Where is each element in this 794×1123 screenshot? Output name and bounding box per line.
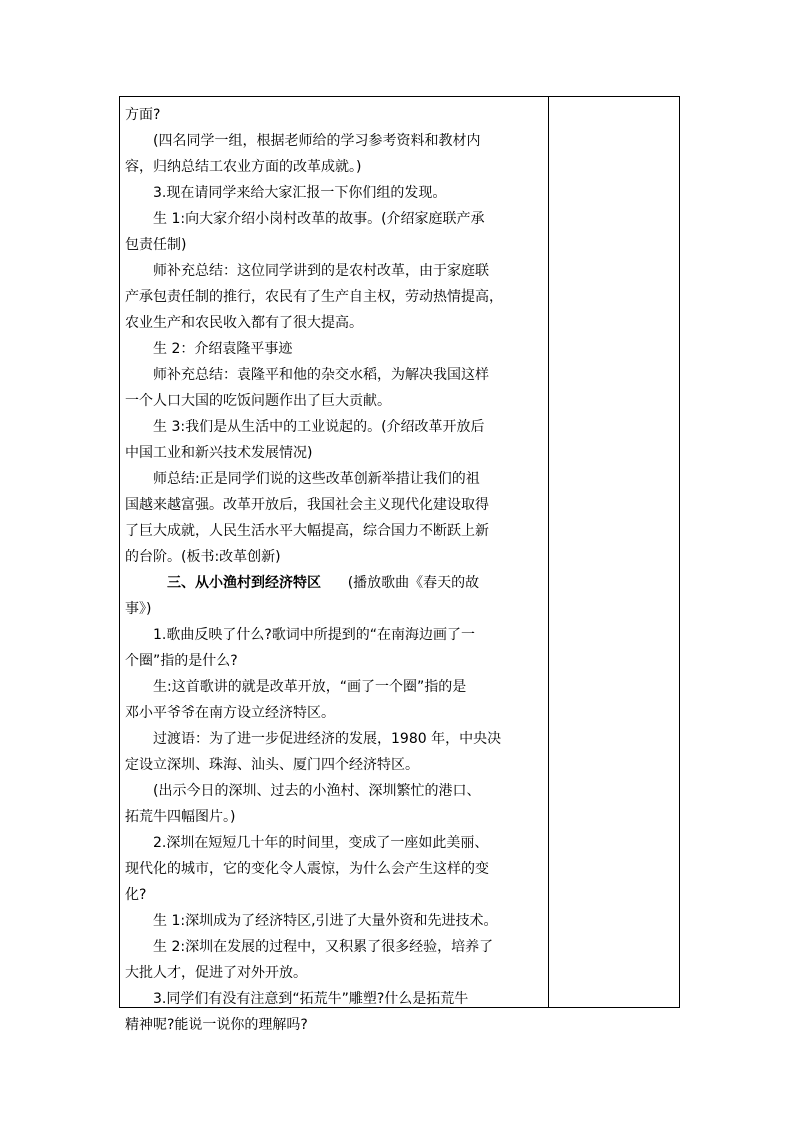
line-text: 精神呢?能说一说你的理解吗? [125, 1017, 308, 1033]
line-text: 国越来越富强。改革开放后，我国社会主义现代化建设取得 [125, 497, 489, 513]
line-text: 中国工业和新兴技术发展情况) [125, 445, 313, 461]
line-text: 2.深圳在短短几十年的时间里，变成了一座如此美丽、 [153, 835, 489, 851]
line-text: 现代化的城市，它的变化令人震惊，为什么会产生这样的变 [125, 861, 489, 877]
text-line [125, 986, 544, 1012]
line-text: 生 2：介绍袁隆平事迹 [153, 341, 293, 357]
text-line [125, 180, 544, 206]
line-text: 生 1:向大家介绍小岗村改革的故事。(介绍家庭联产承 [153, 211, 485, 227]
line-text: 了巨大成就，人民生活水平大幅提高，综合国力不断跃上新 [125, 523, 489, 539]
line-text: 化? [125, 887, 147, 903]
text-line [125, 648, 544, 674]
text-line [125, 232, 544, 258]
line-text: 生:这首歌讲的就是改革开放，“画了一个圈”指的是 [153, 679, 467, 695]
text-line [125, 466, 544, 492]
text-line [125, 492, 544, 518]
text-line [125, 934, 544, 960]
text-line [125, 154, 544, 180]
text-line [125, 882, 544, 908]
text-line [125, 726, 544, 752]
text-line [125, 804, 544, 830]
line-text: 个圈”指的是什么? [125, 653, 238, 669]
text-line [125, 336, 544, 362]
notes-cell [549, 97, 679, 1007]
line-text: 生 2:深圳在发展的过程中，又积累了很多经验，培养了 [153, 939, 494, 955]
line-text: 邓小平爷爷在南方设立经济特区。 [125, 705, 335, 721]
text-line [125, 596, 544, 622]
line-text: 3.同学们有没有注意到“拓荒牛”雕塑?什么是拓荒牛 [153, 991, 469, 1007]
text-line [125, 960, 544, 986]
text-line [125, 362, 544, 388]
line-text: 定设立深圳、珠海、汕头、厦门四个经济特区。 [125, 757, 419, 773]
line-text: 事》) [125, 601, 152, 617]
line-text: 方面? [125, 107, 161, 123]
text-line [125, 700, 544, 726]
text-line [125, 310, 544, 336]
text-line [125, 1012, 544, 1038]
text-line [125, 830, 544, 856]
line-text: 包责任制) [125, 237, 187, 253]
text-line [125, 544, 544, 570]
text-line [125, 570, 544, 596]
text-line [125, 778, 544, 804]
text-line [125, 752, 544, 778]
text-line [125, 206, 544, 232]
text-line [125, 622, 544, 648]
text-line [125, 102, 544, 128]
lesson-table [119, 96, 680, 1033]
text-line [125, 284, 544, 310]
lesson-content-cell [120, 97, 548, 1033]
line-text: 产承包责任制的推行，农民有了生产自主权，劳动热情提高， [125, 289, 503, 305]
line-text: 过渡语：为了进一步促进经济的发展，1980 年，中央决 [153, 731, 502, 747]
line-text: (四名同学一组，根据老师给的学习参考资料和教材内 [153, 133, 481, 149]
line-text: 农业生产和农民收入都有了很大提高。 [125, 315, 363, 331]
line-text: 师补充总结：这位同学讲到的是农村改革，由于家庭联 [153, 263, 489, 279]
line-text: 3.现在请同学来给大家汇报一下你们组的发现。 [153, 185, 447, 201]
line-text: 容，归纳总结工农业方面的改革成就。) [125, 159, 362, 175]
text-line [125, 440, 544, 466]
text-line [125, 908, 544, 934]
line-text: 的台阶。(板书:改革创新) [125, 549, 281, 565]
line-text: 拓荒牛四幅图片。) [125, 809, 236, 825]
line-text: 1.歌曲反映了什么?歌词中所提到的“在南海边画了一 [153, 627, 476, 643]
text-line [125, 128, 544, 154]
text-line [125, 674, 544, 700]
line-text: (出示今日的深圳、过去的小渔村、深圳繁忙的港口、 [153, 783, 481, 799]
text-line [125, 388, 544, 414]
line-text: 师总结:正是同学们说的这些改革创新举措让我们的祖 [153, 471, 480, 487]
text-line [125, 856, 544, 882]
text-line [125, 518, 544, 544]
line-text: 生 3:我们是从生活中的工业说起的。(介绍改革开放后 [153, 419, 485, 435]
line-tail-text: (播放歌曲《春天的故 [321, 575, 480, 591]
line-text: 生 1:深圳成为了经济特区,引进了大量外资和先进技术。 [153, 913, 498, 929]
line-text: 一个人口大国的吃饭问题作出了巨大贡献。 [125, 393, 391, 409]
line-text: 大批人才，促进了对外开放。 [125, 965, 307, 981]
text-line [125, 414, 544, 440]
text-line [125, 258, 544, 284]
section-heading: 三、从小渔村到经济特区 [167, 575, 321, 591]
line-text: 师补充总结：袁隆平和他的杂交水稻，为解决我国这样 [153, 367, 489, 383]
